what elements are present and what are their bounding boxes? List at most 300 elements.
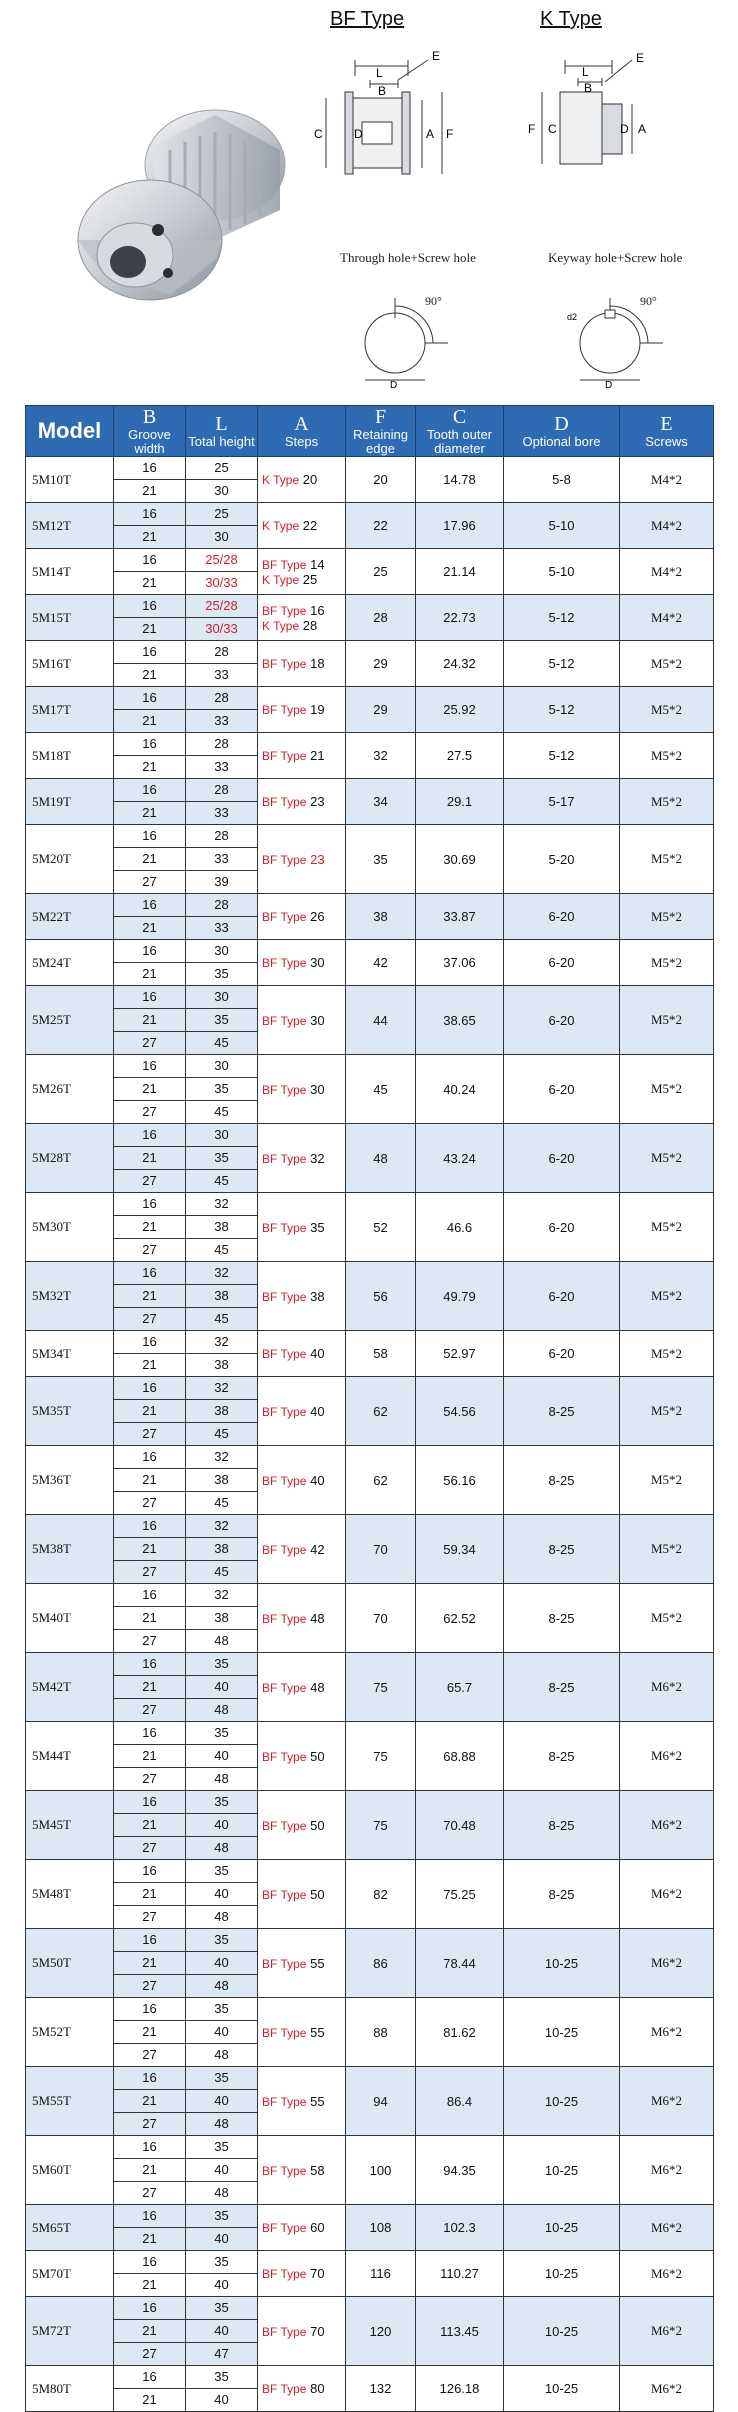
tooth-diameter-cell: 110.27 [416,2251,504,2297]
step-value: 48 [310,1610,325,1626]
total-height-cell [186,1515,258,1584]
total-height-value: 40 [214,2231,229,2246]
retaining-edge-cell: 132 [346,2366,416,2412]
total-height-cell [186,457,258,503]
groove-width-value: 27 [142,1702,157,1717]
tooth-diameter-cell: 37.06 [416,940,504,986]
retaining-edge-cell: 52 [346,1193,416,1262]
step-type: BF Type [262,2324,307,2339]
step-entry [262,518,345,533]
groove-width-cell [114,825,186,894]
groove-width-value: 21 [114,1607,185,1630]
retaining-edge-cell: 35 [346,825,416,894]
step-value: 60 [310,2220,325,2235]
groove-width-value: 21 [142,2231,157,2246]
tooth-diameter-cell: 126.18 [416,2366,504,2412]
groove-width-value: 21 [142,2277,157,2292]
groove-width-value: 16 [114,503,185,526]
retaining-edge-cell: 42 [346,940,416,986]
step-value: 28 [302,617,318,633]
retaining-edge-cell: 94 [346,2067,416,2136]
retaining-edge-cell: 29 [346,687,416,733]
optional-bore-header: D Optional bore [504,406,620,457]
table-row [26,1515,714,1584]
screws-cell: M5*2 [620,1124,714,1193]
groove-width-value: 16 [114,1262,185,1285]
total-height-value: 35 [186,1860,257,1883]
step-type: BF Type [262,2382,307,2396]
steps-cell [258,2136,346,2205]
table-row [26,1584,714,1653]
optional-bore-cell: 5-10 [504,549,620,595]
total-height-value: 35 [186,1653,257,1676]
groove-width-cell [114,1193,186,1262]
screws-header: E Screws [620,406,714,457]
tooth-diameter-cell: 22.73 [416,595,504,641]
table-row [26,2067,714,2136]
tooth-diameter-cell: 68.88 [416,1722,504,1791]
step-type: BF Type [262,795,307,809]
groove-width-value: 21 [114,2320,185,2343]
groove-width-cell [114,779,186,825]
groove-width-value: 21 [114,1883,185,1906]
total-height-value: 28 [186,641,257,664]
total-height-value: 30/33 [205,575,238,590]
tooth-diameter-cell: 78.44 [416,1929,504,1998]
total-height-value: 25 [186,457,257,480]
step-value: 32 [310,1150,325,1166]
step-type: BF Type [262,2267,307,2281]
total-height-value: 32 [186,1515,257,1538]
groove-width-value: 27 [142,1173,157,1188]
groove-width-value: 27 [142,1035,157,1050]
groove-width-cell [114,1331,186,1377]
groove-width-header: B Groove width [114,406,186,457]
total-height-cell [186,1722,258,1791]
step-type: BF Type [262,1542,307,1557]
optional-bore-cell: 6-20 [504,1262,620,1331]
groove-width-value: 16 [114,894,185,917]
total-height-value: 48 [214,1771,229,1786]
screws-cell: M6*2 [620,1998,714,2067]
optional-bore-cell: 10-25 [504,2366,620,2412]
table-row [26,1860,714,1929]
groove-width-value: 16 [114,2297,185,2320]
total-height-value: 45 [214,1242,229,1257]
svg-text:d2: d2 [567,312,578,322]
optional-bore-cell: 10-25 [504,1998,620,2067]
total-height-value: 30 [186,986,257,1009]
screws-cell: M5*2 [620,1515,714,1584]
groove-width-value: 16 [114,1791,185,1814]
groove-width-cell [114,2067,186,2136]
steps-cell [258,1998,346,2067]
step-type: BF Type [262,657,307,671]
total-height-cell [186,733,258,779]
retaining-edge-cell: 88 [346,1998,416,2067]
tooth-diameter-cell: 54.56 [416,1377,504,1446]
step-value: 35 [310,1219,325,1235]
total-height-value: 38 [186,1469,257,1492]
retaining-edge-cell: 86 [346,1929,416,1998]
tooth-diameter-cell: 17.96 [416,503,504,549]
total-height-value: 40 [186,1745,257,1768]
tooth-diameter-cell: 75.25 [416,1860,504,1929]
total-height-value: 40 [186,1883,257,1906]
groove-width-value: 21 [114,1285,185,1308]
screws-cell: M5*2 [620,894,714,940]
model-cell: 5M50T [26,1929,114,1998]
total-height-cell [186,1193,258,1262]
step-value: 22 [302,518,318,533]
table-row [26,687,714,733]
screws-cell: M6*2 [620,2366,714,2412]
optional-bore-cell: 10-25 [504,2251,620,2297]
groove-width-cell [114,2136,186,2205]
steps-cell [258,503,346,549]
total-height-value: 35 [186,1009,257,1032]
screws-cell: M5*2 [620,825,714,894]
retaining-edge-cell: 75 [346,1791,416,1860]
groove-width-value: 16 [114,733,185,756]
groove-width-cell [114,503,186,549]
groove-width-value: 21 [114,2021,185,2044]
k-type-title: K Type [540,8,602,30]
total-height-value: 32 [186,1446,257,1469]
model-cell: 5M42T [26,1653,114,1722]
retaining-edge-cell: 70 [346,1515,416,1584]
tooth-diameter-cell: 24.32 [416,641,504,687]
step-entry [262,2324,345,2339]
step-value: 55 [310,1955,325,1971]
step-value: 42 [310,1541,325,1557]
step-type: BF Type [262,956,307,970]
optional-bore-cell: 5-12 [504,641,620,687]
step-type: BF Type [262,1151,307,1166]
table-row [26,825,714,894]
groove-width-value: 21 [142,713,157,728]
step-type: BF Type [262,1220,307,1235]
retaining-edge-cell: 48 [346,1124,416,1193]
groove-width-value: 16 [114,2251,185,2274]
model-cell: 5M36T [26,1446,114,1515]
total-height-value: 40 [186,1814,257,1837]
tooth-diameter-cell: 81.62 [416,1998,504,2067]
groove-width-cell [114,457,186,503]
step-type: BF Type [262,2221,307,2235]
svg-text:E: E [636,51,645,65]
screws-cell: M6*2 [620,2136,714,2205]
total-height-value: 38 [186,1538,257,1561]
svg-text:B: B [584,81,593,95]
model-cell: 5M18T [26,733,114,779]
screws-cell: M6*2 [620,2251,714,2297]
screws-cell: M4*2 [620,503,714,549]
step-value: 58 [310,2162,325,2178]
step-entry [262,1887,345,1902]
total-height-value: 38 [186,1400,257,1423]
screws-cell: M4*2 [620,595,714,641]
tooth-diameter-cell: 27.5 [416,733,504,779]
groove-width-cell [114,1055,186,1124]
step-type: BF Type [262,703,307,717]
step-entry [262,1956,345,1971]
table-row [26,1262,714,1331]
groove-width-value: 27 [142,1242,157,1257]
tooth-diameter-cell: 70.48 [416,1791,504,1860]
screws-cell: M6*2 [620,1860,714,1929]
step-type: BF Type [262,749,307,763]
k-type-diagram [520,40,690,190]
table-row [26,1722,714,1791]
optional-bore-cell: 6-20 [504,1124,620,1193]
step-entry [262,472,345,487]
screws-cell: M6*2 [620,1791,714,1860]
model-cell: 5M20T [26,825,114,894]
total-height-value: 47 [214,2346,229,2361]
svg-text:F: F [528,122,536,136]
bf-type-diagram [310,40,460,210]
groove-width-value: 21 [114,1147,185,1170]
retaining-edge-cell: 62 [346,1446,416,1515]
retaining-edge-header: F Retaining edge [346,406,416,457]
groove-width-value: 21 [114,1538,185,1561]
groove-width-cell [114,1791,186,1860]
groove-width-value: 16 [114,641,185,664]
groove-width-value: 16 [114,1515,185,1538]
tooth-diameter-cell: 56.16 [416,1446,504,1515]
table-row [26,733,714,779]
svg-text:A: A [638,122,647,136]
screws-cell: M5*2 [620,1377,714,1446]
model-cell: 5M28T [26,1124,114,1193]
groove-width-value: 16 [114,549,185,572]
steps-cell [258,2067,346,2136]
optional-bore-cell: 6-20 [504,986,620,1055]
groove-width-value: 16 [114,1998,185,2021]
step-entry [262,909,345,924]
screws-cell: M4*2 [620,457,714,503]
groove-width-value: 16 [114,825,185,848]
tooth-diameter-cell: 59.34 [416,1515,504,1584]
table-row [26,595,714,641]
total-height-value: 32 [186,1377,257,1400]
groove-width-value: 21 [142,1357,157,1372]
tooth-diameter-cell: 52.97 [416,1331,504,1377]
screws-cell: M6*2 [620,2297,714,2366]
total-height-cell [186,1998,258,2067]
screws-cell: M5*2 [620,1055,714,1124]
total-height-value: 28 [186,779,257,802]
screws-cell: M4*2 [620,549,714,595]
product-header-area [0,0,738,400]
groove-width-value: 27 [142,2116,157,2131]
svg-text:D: D [354,127,363,141]
groove-width-cell [114,2366,186,2412]
retaining-edge-cell: 22 [346,503,416,549]
steps-cell [258,2297,346,2366]
model-cell: 5M22T [26,894,114,940]
total-height-value: 32 [186,1262,257,1285]
retaining-edge-cell: 108 [346,2205,416,2251]
retaining-edge-cell: 75 [346,1653,416,1722]
total-height-value: 28 [186,825,257,848]
groove-width-value: 27 [142,1840,157,1855]
total-height-value: 30 [214,483,229,498]
step-entry [262,1289,345,1304]
tooth-diameter-cell: 65.7 [416,1653,504,1722]
k-angle-label: 90° [640,294,657,308]
optional-bore-cell: 8-25 [504,1515,620,1584]
groove-width-value: 16 [114,1584,185,1607]
model-cell: 5M25T [26,986,114,1055]
table-row [26,1193,714,1262]
retaining-edge-cell: 38 [346,894,416,940]
step-value: 20 [302,472,318,487]
step-value: 55 [310,2093,325,2109]
groove-width-value: 27 [142,1104,157,1119]
steps-cell [258,1377,346,1446]
retaining-edge-cell: 44 [346,986,416,1055]
optional-bore-cell: 5-10 [504,503,620,549]
step-entry [262,1473,345,1488]
groove-width-value: 21 [114,1078,185,1101]
tooth-diameter-cell: 14.78 [416,457,504,503]
step-type: BF Type [262,1887,307,1902]
groove-width-cell [114,940,186,986]
total-height-cell [186,1791,258,1860]
model-cell: 5M44T [26,1722,114,1791]
step-type: BF Type [262,1082,307,1097]
optional-bore-cell: 10-25 [504,2067,620,2136]
tooth-diameter-cell: 43.24 [416,1124,504,1193]
steps-cell [258,986,346,1055]
model-cell: 5M38T [26,1515,114,1584]
step-entry [262,794,345,809]
model-cell: 5M65T [26,2205,114,2251]
total-height-cell [186,1055,258,1124]
step-value: 50 [310,1748,325,1764]
total-height-value: 30 [186,1124,257,1147]
tooth-diameter-cell: 46.6 [416,1193,504,1262]
total-height-value: 30 [186,1055,257,1078]
groove-width-cell [114,2251,186,2297]
step-value: 30 [310,1012,325,1028]
total-height-value: 40 [186,2320,257,2343]
screws-cell: M5*2 [620,1262,714,1331]
bf-angle-label: 90° [425,294,442,308]
groove-width-value: 27 [142,1495,157,1510]
table-row [26,1653,714,1722]
step-entry [262,1404,345,1419]
step-type: BF Type [262,1680,307,1695]
steps-cell [258,1262,346,1331]
model-cell: 5M55T [26,2067,114,2136]
model-cell: 5M45T [26,1791,114,1860]
model-cell: 5M12T [26,503,114,549]
total-height-cell [186,2136,258,2205]
groove-width-cell [114,1722,186,1791]
steps-cell [258,2366,346,2412]
total-height-value: 48 [214,1633,229,1648]
groove-width-value: 21 [114,1952,185,1975]
total-height-value: 48 [214,1978,229,1993]
step-value: 14 [310,556,325,572]
tooth-diameter-cell: 102.3 [416,2205,504,2251]
total-height-value: 33 [214,713,229,728]
retaining-edge-cell: 25 [346,549,416,595]
groove-width-cell [114,1124,186,1193]
step-value: 19 [310,702,325,717]
table-row [26,457,714,503]
retaining-edge-cell: 56 [346,1262,416,1331]
total-height-value: 32 [186,1193,257,1216]
steps-cell [258,641,346,687]
step-type: BF Type [262,910,307,924]
step-type: K Type [262,572,300,587]
steps-cell [258,1584,346,1653]
step-value: 30 [310,955,325,970]
tooth-diameter-cell: 38.65 [416,986,504,1055]
step-type: K Type [262,473,300,487]
bf-type-title: BF Type [330,8,405,30]
total-height-cell [186,1446,258,1515]
svg-text:D: D [390,380,398,388]
optional-bore-cell: 6-20 [504,1331,620,1377]
groove-width-cell [114,1860,186,1929]
groove-width-cell [114,641,186,687]
groove-width-value: 27 [142,2047,157,2062]
total-height-cell [186,2366,258,2412]
groove-width-value: 16 [114,1653,185,1676]
total-height-value: 33 [214,759,229,774]
model-cell: 5M70T [26,2251,114,2297]
retaining-edge-cell: 32 [346,733,416,779]
step-value: 55 [310,2024,325,2040]
step-entry [262,656,345,671]
svg-text:L: L [376,66,383,80]
step-value: 50 [310,1886,325,1902]
total-height-value: 40 [214,2277,229,2292]
total-height-cell [186,1262,258,1331]
svg-text:B: B [378,84,387,98]
total-height-value: 40 [186,2090,257,2113]
total-height-cell [186,825,258,894]
tooth-diameter-cell: 40.24 [416,1055,504,1124]
svg-text:D: D [620,122,629,136]
optional-bore-cell: 6-20 [504,1193,620,1262]
groove-width-value: 27 [142,1771,157,1786]
total-height-value: 48 [214,1702,229,1717]
table-row [26,986,714,1055]
total-height-value: 33 [214,920,229,935]
total-height-cell [186,687,258,733]
step-entry [262,2266,345,2281]
step-entry [262,702,345,717]
groove-width-value: 16 [114,1377,185,1400]
optional-bore-cell: 5-8 [504,457,620,503]
optional-bore-cell: 8-25 [504,1446,620,1515]
svg-text:A: A [426,127,435,141]
step-entry [262,2220,345,2235]
groove-width-value: 16 [114,687,185,710]
steps-cell [258,549,346,595]
groove-width-cell [114,549,186,595]
total-height-value: 45 [214,1495,229,1510]
step-type: BF Type [262,1749,307,1764]
groove-width-cell [114,894,186,940]
retaining-edge-cell: 34 [346,779,416,825]
